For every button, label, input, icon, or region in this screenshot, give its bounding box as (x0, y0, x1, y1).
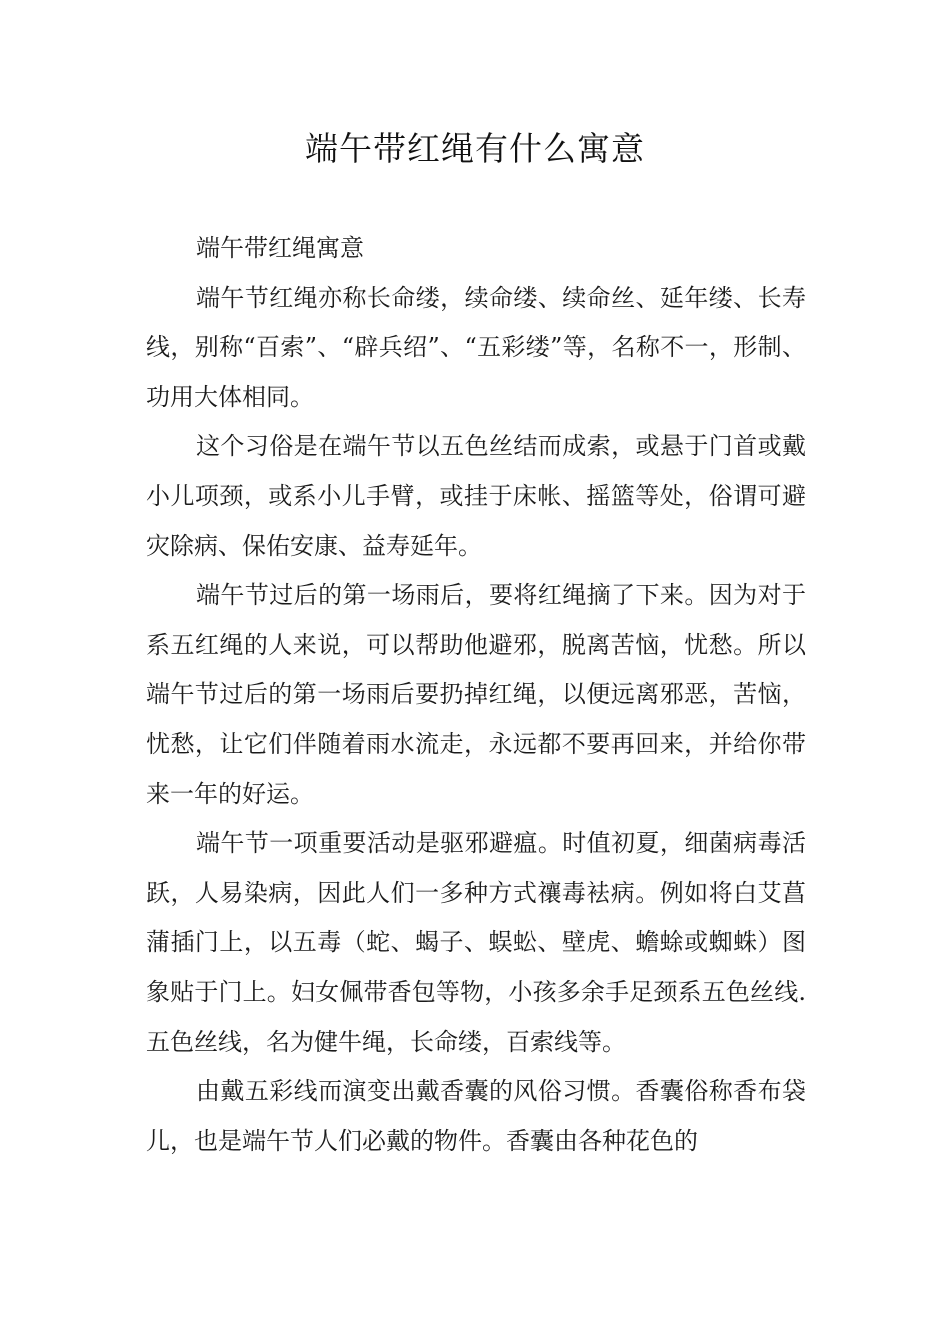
paragraph: 端午节过后的第一场雨后，要将红绳摘了下来。因为对于系五红绳的人来说，可以帮助他避邪，脱离苦恼，忧愁。所以端午节过后的第一场雨后要扔掉红绳，以便远离邪恶，苦恼，忧愁，让它们伴随着雨水流走，永远都不要再回来，并给你带来一年的好运。 (146, 581, 806, 808)
paragraph: 这个习俗是在端午节以五色丝结而成索，或悬于门首或戴小儿项颈，或系小儿手臂，或挂于床帐、摇篮等处，俗谓可避灾除病、保佑安康、益寿延年。 (146, 432, 806, 560)
section-heading: 端午带红绳寓意 (196, 234, 364, 262)
paragraph: 端午节红绳亦称长命缕，续命缕、续命丝、延年缕、长寿线，别称“百索”、“辟兵绍”、“五彩缕”等，名称不一，形制、功用大体相同。 (146, 283, 806, 411)
paragraph: 端午节一项重要活动是驱邪避瘟。时值初夏，细菌病毒活跃，人易染病，因此人们一多种方式禳毒袪病。例如将白艾菖蒲插门上，以五毒（蛇、蝎子、蜈蚣、壁虎、蟾蜍或蜘蛛）图象贴于门上。妇女佩带香包等物，小孩多余手足颈系五色丝线.五色丝线，名为健牛绳，长命缕，百索线等。 (146, 829, 806, 1056)
paragraph: 由戴五彩线而演变出戴香囊的风俗习惯。香囊俗称香布袋儿，也是端午节人们必戴的物件。香囊由各种花色的 (146, 1077, 806, 1155)
document-body (146, 224, 806, 1166)
document-title: 端午带红绳有什么寓意 (305, 129, 645, 168)
